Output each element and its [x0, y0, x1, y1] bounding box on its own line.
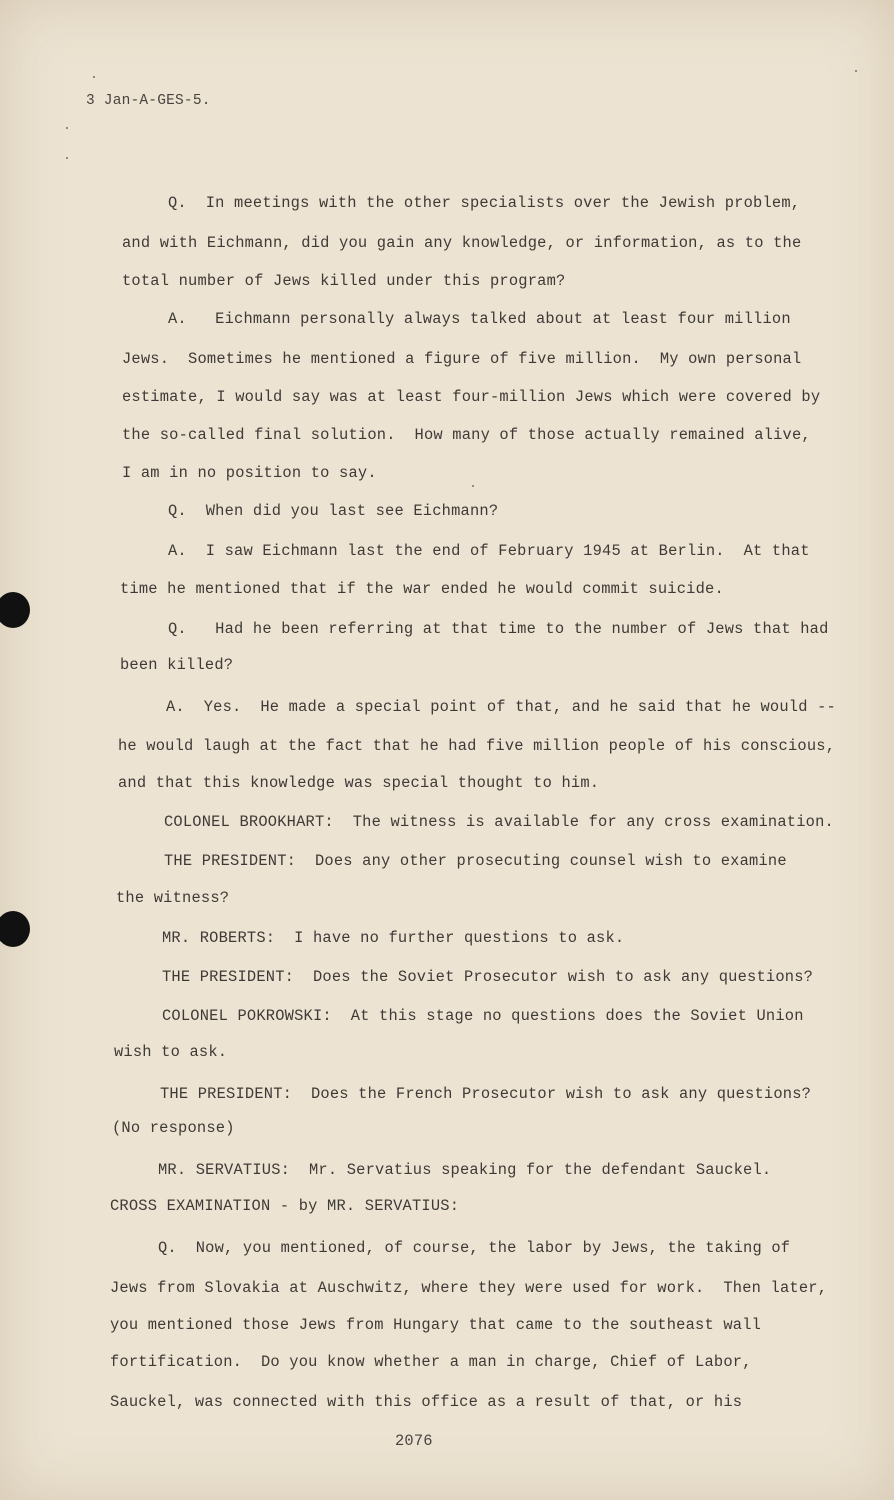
transcript-line: THE PRESIDENT: Does any other prosecuting counsel wish to examine: [164, 852, 787, 870]
transcript-line: Q. In meetings with the other specialists over the Jewish problem,: [168, 194, 801, 212]
transcript-line: Q. Had he been referring at that time to the number of Jews that had: [168, 620, 829, 638]
page-number: 2076: [395, 1432, 433, 1450]
transcript-line: the witness?: [116, 889, 230, 907]
transcript-line: THE PRESIDENT: Does the French Prosecutor wish to ask any questions?: [160, 1085, 812, 1103]
punch-hole-lower: [0, 911, 30, 947]
transcript-line: THE PRESIDENT: Does the Soviet Prosecutor wish to ask any questions?: [162, 968, 814, 986]
transcript-line: (No response): [112, 1119, 235, 1137]
transcript-line: CROSS EXAMINATION - by MR. SERVATIUS:: [110, 1197, 460, 1215]
paper-speck: [93, 76, 95, 78]
paper-speck: [472, 485, 474, 487]
transcript-line: the so-called final solution. How many of those actually remained alive,: [122, 426, 811, 444]
transcript-line: Sauckel, was connected with this office as a result of that, or his: [110, 1393, 743, 1411]
transcript-line: fortification. Do you know whether a man in charge, Chief of Labor,: [110, 1353, 752, 1371]
transcript-line: Q. Now, you mentioned, of course, the labor by Jews, the taking of: [158, 1239, 791, 1257]
transcript-line: A. I saw Eichmann last the end of February 1945 at Berlin. At that: [168, 542, 810, 560]
paper-speck: [66, 157, 68, 159]
transcript-line: and with Eichmann, did you gain any knowledge, or information, as to the: [122, 234, 802, 252]
transcript-line: he would laugh at the fact that he had five million people of his conscious,: [118, 737, 836, 755]
page-reference: 3 Jan-A-GES-5.: [86, 93, 211, 109]
transcript-line: Q. When did you last see Eichmann?: [168, 502, 499, 520]
transcript-line: MR. SERVATIUS: Mr. Servatius speaking for the defendant Sauckel.: [158, 1161, 772, 1179]
transcript-line: COLONEL POKROWSKI: At this stage no questions does the Soviet Union: [162, 1007, 804, 1025]
transcript-line: and that this knowledge was special thought to him.: [118, 774, 600, 792]
transcript-line: Jews. Sometimes he mentioned a figure of five million. My own personal: [122, 350, 802, 368]
transcript-line: A. Yes. He made a special point of that, and he said that he would --: [166, 698, 836, 716]
paper-speck: [855, 70, 857, 72]
transcript-line: total number of Jews killed under this program?: [122, 272, 566, 290]
transcript-line: I am in no position to say.: [122, 464, 377, 482]
transcript-line: you mentioned those Jews from Hungary that came to the southeast wall: [110, 1316, 762, 1334]
transcript-line: estimate, I would say was at least four-million Jews which were covered by: [122, 388, 821, 406]
transcript-line: time he mentioned that if the war ended he would commit suicide.: [120, 580, 724, 598]
transcript-line: Jews from Slovakia at Auschwitz, where they were used for work. Then later,: [110, 1279, 828, 1297]
transcript-line: COLONEL BROOKHART: The witness is available for any cross examination.: [164, 813, 834, 831]
transcript-line: been killed?: [120, 656, 234, 674]
transcript-line: MR. ROBERTS: I have no further questions to ask.: [162, 929, 625, 947]
punch-hole-upper: [0, 592, 30, 628]
transcript-line: A. Eichmann personally always talked about at least four million: [168, 310, 791, 328]
transcript-line: wish to ask.: [114, 1043, 228, 1061]
paper-speck: [66, 127, 68, 129]
